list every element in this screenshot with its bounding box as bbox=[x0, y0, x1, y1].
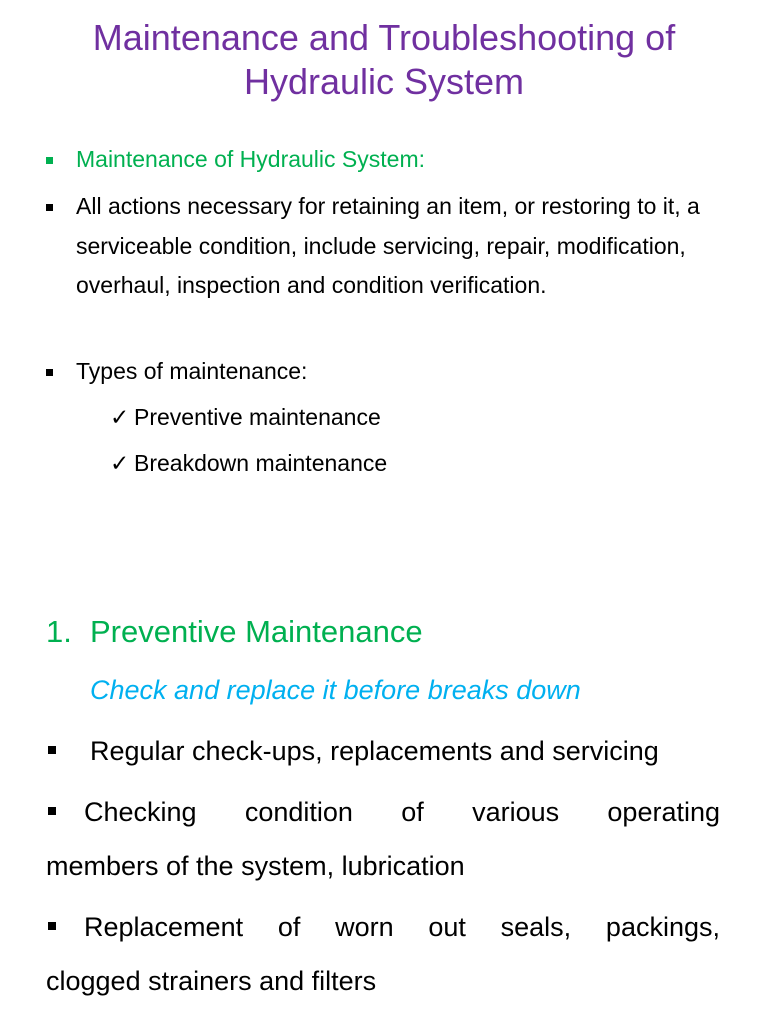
bullet-square-icon bbox=[46, 204, 53, 211]
point-regular-checkups bbox=[46, 724, 720, 778]
checkmark-icon: ✓ bbox=[110, 404, 130, 430]
bullet-square-icon bbox=[48, 922, 56, 930]
maintenance-heading-bullet bbox=[46, 140, 726, 180]
bullet-square-icon bbox=[48, 746, 56, 754]
section-tagline: Check and replace it before breaks down bbox=[90, 675, 581, 705]
definition-text: All actions necessary for retaining an item, or restoring to it, a serviceable condition, include servicing, repair, modification, overhaul, inspection and condition verification. bbox=[76, 193, 700, 298]
types-bullet bbox=[46, 352, 726, 392]
section-heading bbox=[46, 612, 423, 652]
types-label: Types of maintenance: bbox=[76, 358, 308, 384]
maintenance-heading: Maintenance of Hydraulic System: bbox=[76, 146, 425, 172]
point-text-line-1: Checking condition of various operating bbox=[84, 797, 720, 827]
bullet-square-icon bbox=[46, 157, 53, 164]
definition-bullet bbox=[46, 187, 726, 306]
type-item-breakdown bbox=[110, 448, 387, 478]
type-label: Breakdown maintenance bbox=[134, 450, 388, 476]
type-label: Preventive maintenance bbox=[134, 404, 381, 430]
bullet-square-icon bbox=[46, 369, 53, 376]
checkmark-icon: ✓ bbox=[110, 450, 130, 476]
point-text: Regular check-ups, replacements and servicing bbox=[90, 736, 659, 766]
bullet-square-icon bbox=[48, 807, 56, 815]
page-title bbox=[0, 16, 768, 104]
title-line-2: Hydraulic System bbox=[243, 61, 525, 102]
point-replacement bbox=[46, 900, 720, 1008]
point-text-line-2: clogged strainers and filters bbox=[46, 966, 377, 996]
point-checking-condition bbox=[46, 785, 720, 893]
point-text-line-1: Replacement of worn out seals, packings, bbox=[84, 912, 720, 942]
section-title: Preventive Maintenance bbox=[90, 614, 423, 649]
section-number: 1. bbox=[46, 614, 72, 649]
title-line-1: Maintenance and Troubleshooting of bbox=[92, 17, 676, 58]
point-text-line-2: members of the system, lubrication bbox=[46, 851, 465, 881]
type-item-preventive bbox=[110, 402, 381, 432]
